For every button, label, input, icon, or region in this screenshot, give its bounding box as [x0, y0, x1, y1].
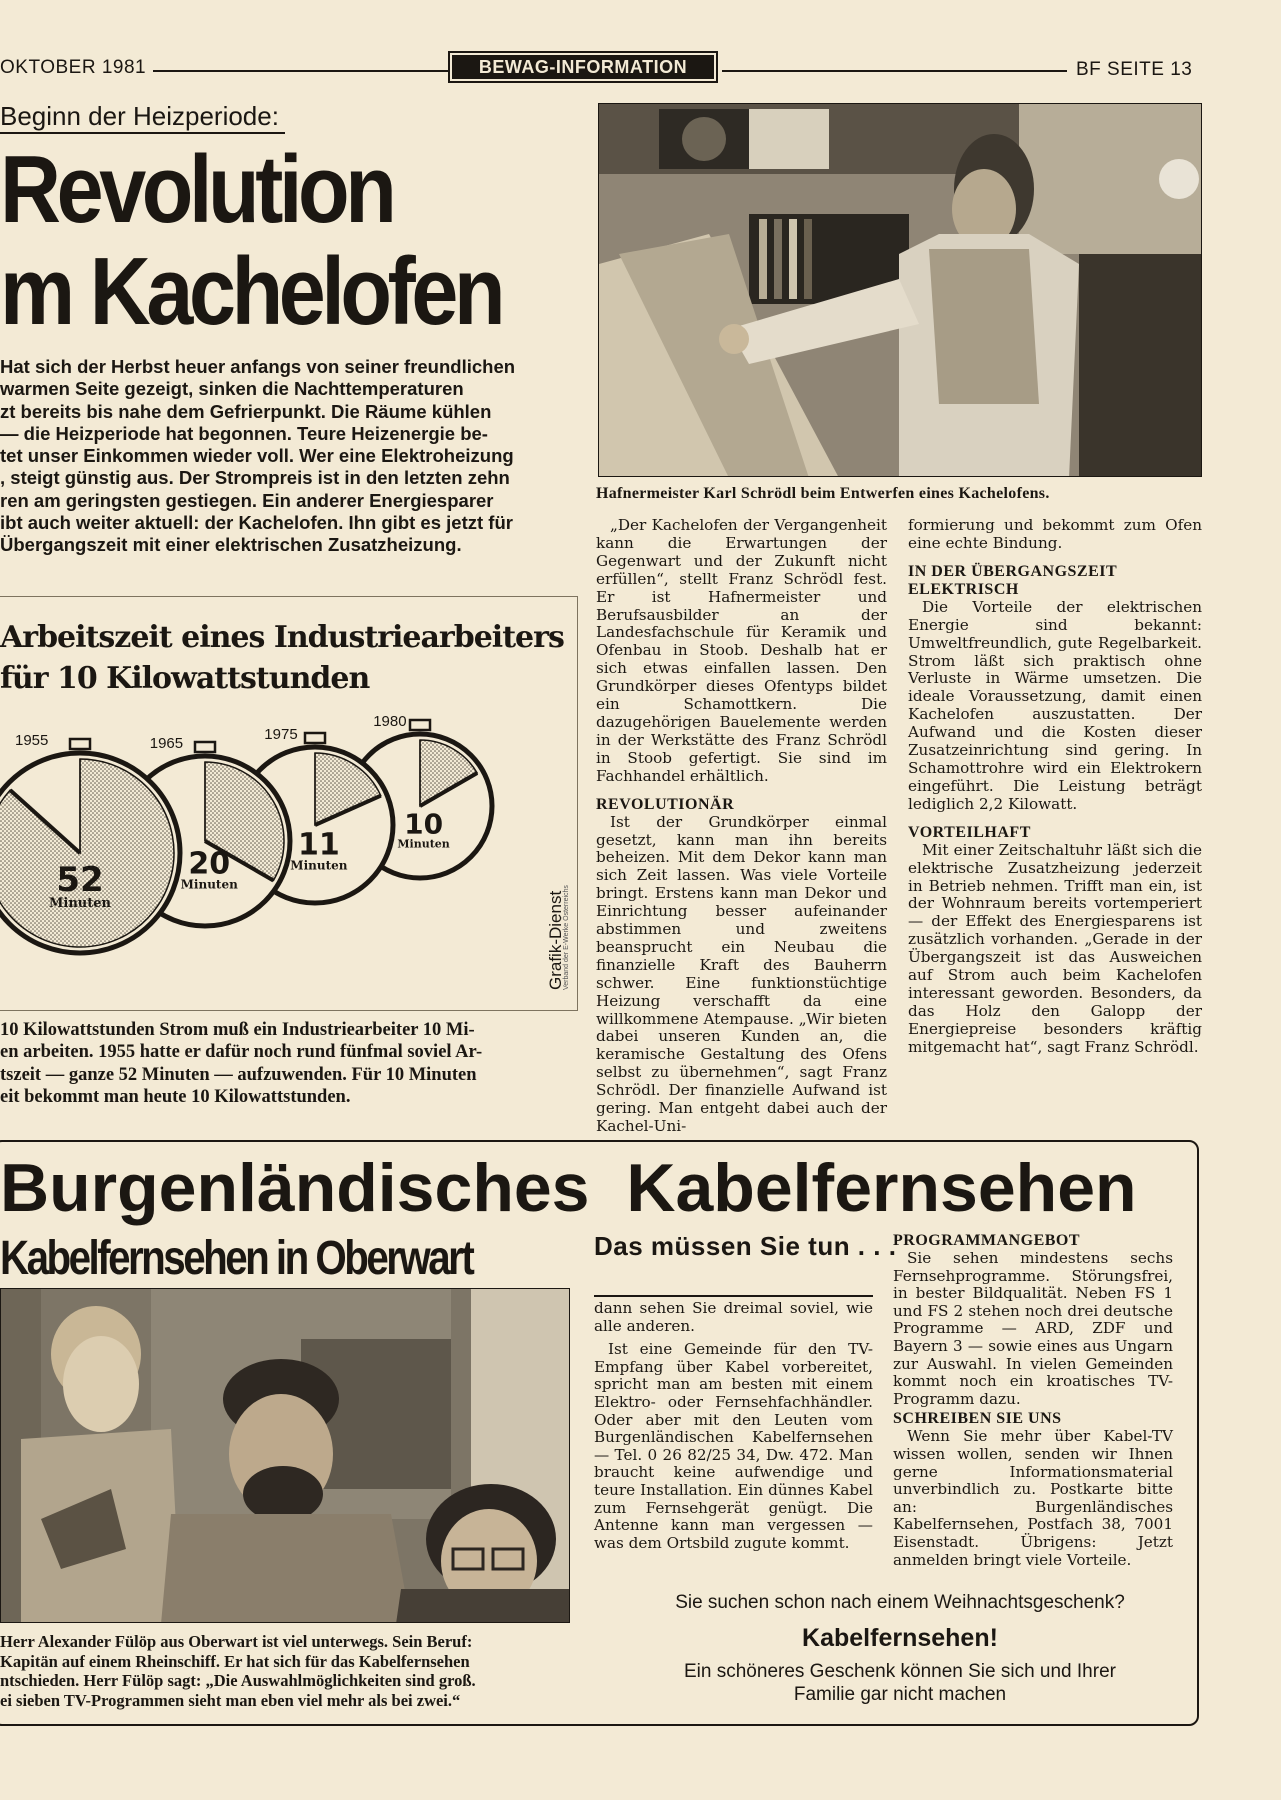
advert-paragraph: Ist eine Gemeinde für den TV-Empfang über Kabel vorbereitet, spricht man am besten mit einem Elektro- oder Fernsehfachhändler. Oder aber mit den Leuten vom Burgenländischen Kabelfernsehen — Tel. 0 26 82/25 34, Dw. 472. Man braucht keine aufwendige und teure Installation. Ein dünnes Kabel zum Fernsehgerät genügt. Die Antenne kann man vergessen — was dem Ortsbild zugute kommt. [594, 1340, 873, 1552]
chart-category-label: 1975 [264, 726, 298, 743]
article-paragraph: „Der Kachelofen der Vergangenheit kann die Erwartungen der Gegenwart und der Zukunft nicht erfüllen“, stellt Franz Schrödl fest. Er ist Hafnermeister und Berufsausbilder an der Landesfachschule für Keramik und Ofenbau in Stoob. Deshalb hat er sich etwas einfallen lassen. Den Grundkörper dieses Ofentyps bildet ein Schamottkern. Die dazugehörigen Bauelemente werden in der Werkstätte des Franz Schrödl in Stoob gefertigt. Sie sind im Fachhandel erhältlich. [596, 516, 887, 785]
advert-subhead: SCHREIBEN SIE UNS [893, 1410, 1062, 1428]
section-label-box [448, 51, 718, 83]
chart-unit-label: Minuten [397, 837, 450, 851]
intro-line: Übergangszeit mit einer elektrischen Zusatzheizung. [0, 534, 462, 556]
chart-unit-label: Minuten [180, 877, 238, 892]
advert-emphasis: Kabelfernsehen! [802, 1624, 998, 1652]
article-paragraph: Die Vorteile der elektrischen Energie sind bekannt: Umweltfreundlich, gute Regelbarkeit. Strom läßt sich praktisch ohne Verluste in Wärme umsetzen. Die ideale Voraussetzung, damit einen Kachelofen auszustatten. Der Aufwand und die Kosten dieser Zusatzeinrichtung sind gering. In Schamottrohre wird ein Elektrokern eingeführt. Die Leistung beträgt lediglich 2,2 Kilowatt. [908, 597, 1202, 813]
intro-line: ibt auch weiter aktuell: der Kachelofen. Ihn gibt es jetzt für [0, 512, 513, 534]
article-kicker: Beginn der Heizperiode: [0, 100, 285, 134]
intro-line: — die Heizperiode hat begonnen. Teure Heizenergie be- [0, 422, 488, 444]
stopwatch-crown [305, 733, 325, 743]
photo-caption [0, 1632, 578, 1710]
chart-value-label: 11 [298, 827, 340, 863]
article-headline-line1: Revolution [0, 136, 393, 243]
article-paragraph: formierung und bekommt zum Ofen eine echte Bindung. [908, 516, 1202, 552]
intro-line: , steigt günstig aus. Der Strompreis ist in den letzten zehn [0, 467, 510, 489]
graphic-credit [540, 790, 570, 990]
stopwatch-crown [410, 720, 430, 730]
advert-question: Sie suchen schon nach einem Weihnachtsgeschenk? [675, 1592, 1125, 1613]
chart-value-label: 20 [188, 846, 231, 882]
caption-line: tszeit — ganze 52 Minuten — aufzuwenden. Für 10 Minuten [0, 1064, 477, 1085]
header-rule-left [153, 70, 448, 72]
caption-line: ei sieben TV-Programmen sieht man eben viel mehr als bei zwei.“ [0, 1690, 461, 1710]
intro-line: tet unser Einkommen wieder voll. Wer eine Elektroheizung [0, 445, 514, 467]
photo-family [0, 1288, 570, 1623]
advert-column-2 [893, 1232, 1173, 1569]
advert-column-title: Das müssen Sie tun . . . [594, 1231, 897, 1261]
stopwatch-1955 [0, 732, 180, 953]
infographic-caption [0, 1019, 580, 1108]
photo-potter-image [599, 104, 1202, 477]
advert-paragraph: Wenn Sie mehr über Kabel-TV wissen wollen, senden wir Ihnen gerne Informationsmaterial unverbindlich zu. Postkarte bitte an: Burgenländisches Kabelfernsehen, Postfach 38, 7001 Eisenstadt. Übrigens: Jetzt anmelden bringt viele Vorteile. [893, 1427, 1173, 1569]
article-headline-line2: m Kachelofen [0, 238, 502, 345]
caption-line: Kapitän auf einem Rheinschiff. Er hat sich für das Kabelfernsehen [0, 1651, 470, 1671]
intro-line: Hat sich der Herbst heuer anfangs von seiner freundlichen [0, 356, 516, 377]
caption-line: 10 Kilowattstunden Strom muß ein Industriearbeiter 10 Mi- [0, 1020, 475, 1040]
section-label: BEWAG-INFORMATION [452, 55, 714, 79]
article-column-2 [908, 517, 1202, 1057]
advert-footer [620, 1660, 1180, 1706]
chart-unit-label: Minuten [290, 858, 348, 873]
intro-line: zt bereits bis nahe dem Gefrierpunkt. Die Räume kühlen [0, 400, 492, 422]
caption-line: en arbeiten. 1955 hatte er dafür noch rund fünfmal soviel Ar- [0, 1042, 483, 1063]
stopwatch-crown [195, 742, 215, 752]
page-number: BF SEITE 13 [1076, 59, 1193, 80]
advert-footer-line1: Ein schöneres Geschenk können Sie sich und Ihrer [684, 1661, 1116, 1682]
advert-footer-line2: Familie gar nicht machen [793, 1684, 1007, 1705]
advert-paragraph: Sie sehen mindestens sechs Fernsehprogramme. Störungsfrei, in bester Bildqualität. Neben FS 1 und FS 2 stehen noch drei deutsche Programme — ARD, ZDF und Bayern 3 — sowie eines aus Ungarn zur Auswahl. In vielen Gemeinden kommt noch ein kroatisches TV-Programm dazu. [893, 1249, 1173, 1408]
advert-subtitle: Kabelfernsehen in Oberwart [0, 1232, 473, 1285]
advert-paragraph: dann sehen Sie dreimal soviel, wie alle anderen. [594, 1299, 873, 1335]
article-subhead: REVOLUTIONÄR [596, 795, 735, 813]
chart-unit-label: Minuten [49, 896, 111, 911]
graphic-credit-sub: Verband der E-Werke Österreichs [563, 885, 570, 990]
stopwatch-chart [0, 700, 540, 990]
infographic-title-line1: Arbeitszeit eines Industriearbeiters [0, 620, 564, 655]
caption-line: Herr Alexander Fülöp aus Oberwart ist viel unterwegs. Sein Beruf: [0, 1632, 473, 1651]
chart-value-label: 52 [56, 860, 104, 900]
photo-potter-drawing [598, 103, 1202, 477]
issue-date: OKTOBER 1981 [0, 57, 147, 78]
caption-line: eit bekommt man heute 10 Kilowattstunden. [0, 1086, 351, 1107]
stopwatch-crown [70, 739, 90, 749]
photo-caption: Hafnermeister Karl Schrödl beim Entwerfen eines Kachelofens. [596, 485, 1050, 502]
chart-value-label: 10 [404, 807, 444, 841]
chart-category-label: 1965 [149, 735, 184, 752]
chart-category-label: 1980 [373, 713, 407, 730]
chart-category-label: 1955 [15, 732, 49, 749]
advert-subhead: PROGRAMMANGEBOT [893, 1232, 1081, 1249]
infographic-title [0, 617, 564, 699]
article-intro [0, 356, 578, 557]
article-subhead: IN DER ÜBERGANGSZEIT ELEKTRISCH [908, 562, 1117, 598]
infographic-title-line2: für 10 Kilowattstunden [0, 661, 370, 696]
article-column-1 [596, 517, 887, 1136]
advert-column-1 [594, 1300, 873, 1552]
advert-title: Burgenländisches Kabelfernsehen [0, 1150, 1137, 1226]
caption-line: ntschieden. Herr Fülöp sagt: „Die Auswahlmöglichkeiten sind groß. [0, 1671, 476, 1691]
intro-line: warmen Seite gezeigt, sinken die Nachttemperaturen [0, 378, 464, 400]
article-paragraph: Ist der Grundkörper einmal gesetzt, kann man ihn bereits beheizen. Mit dem Dekor kann man sich Zeit lassen. Was viele Vorteile bringt. Erstens kann man Dekor und Einrichtung besser aufeinander abstimmen und zweitens beansprucht ein Neubau die finanzielle Kraft des Bauherrn schwer. Eine funktionstüchtige Heizung verschafft da eine willkommene Atempause. „Wir bieten dabei unseren Kunden an, die keramische Gestaltung des Ofens selbst zu übernehmen“, sagt Franz Schrödl. Der finanzielle Aufwand ist gering. Man entgeht dabei auch der Kachel-Uni- [596, 812, 887, 1135]
advert-column-rule [594, 1295, 873, 1297]
intro-line: ren am geringsten gestiegen. Ein anderer Energiesparer [0, 489, 494, 511]
article-paragraph: Mit einer Zeitschaltuhr läßt sich die elektrische Zusatzheizung jederzeit in Betrieb nehmen. Trifft man ein, ist der Wohnraum bereits vortemperiert — der Effekt des Energiesparens ist zusätzlich vorhanden. „Gerade in der Übergangszeit ist das Ausweichen auf Strom auch beim Kachelofen interessant geworden. Besonders, da das Holz den Galopp der Energiepreise besonders kräftig mitgemacht hat“, sagt Franz Schrödl. [908, 840, 1202, 1056]
header-rule-right [722, 70, 1067, 72]
article-subhead: VORTEILHAFT [908, 823, 1031, 841]
graphic-credit-label: Grafik-Dienst [546, 890, 565, 990]
photo-family-image [1, 1289, 570, 1623]
